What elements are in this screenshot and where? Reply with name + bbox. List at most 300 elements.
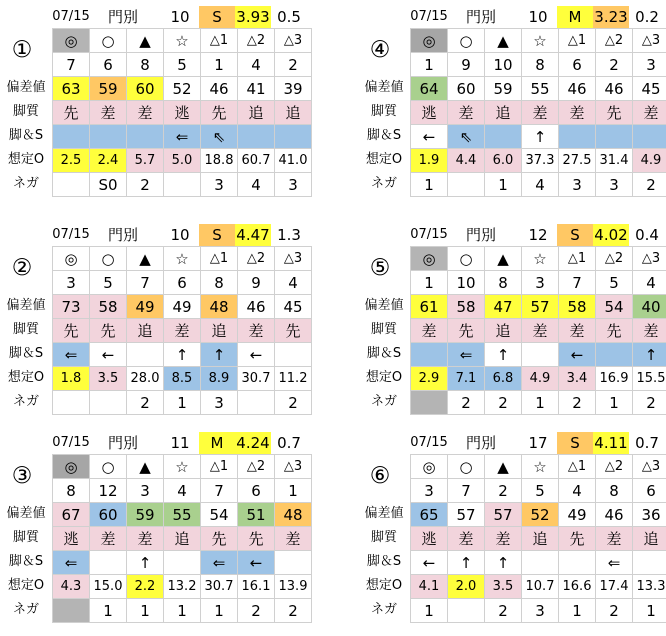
running-style-cell: 差: [633, 101, 666, 125]
nega-row: [53, 173, 312, 197]
odds-cell: 6.0: [485, 149, 522, 173]
mark-cell: △2: [238, 455, 275, 479]
number-cell: 6: [238, 479, 275, 503]
deviation-cell: 67: [53, 503, 90, 527]
arrow-cell: ⇐: [596, 551, 633, 575]
running-style-cell: 先: [201, 527, 238, 551]
mark-cell: ◎: [53, 455, 90, 479]
prediction-grid: [52, 454, 312, 623]
row-label: 脚質: [370, 530, 397, 545]
header-grade: S: [557, 224, 593, 246]
running-style-cell: 追: [633, 527, 666, 551]
odds-cell: 30.7: [238, 367, 275, 391]
running-style-cell: 差: [411, 319, 448, 343]
row-label: 脚＆S: [8, 128, 44, 143]
header-race-number: 11: [170, 434, 190, 452]
odds-cell: 16.1: [238, 575, 275, 599]
odds-cell: 7.1: [448, 367, 485, 391]
odds-row: [411, 149, 666, 173]
header-date: 07/15: [52, 227, 90, 242]
deviation-row: [53, 77, 312, 101]
header-value: 4.47: [236, 226, 270, 244]
number-cell: 1: [411, 53, 448, 77]
arrow-cell: [596, 125, 633, 149]
arrow-cell: ↑: [164, 343, 201, 367]
number-cell: 7: [201, 479, 238, 503]
mark-cell: ◎: [411, 29, 448, 53]
odds-row: [53, 149, 312, 173]
row-label: 想定O: [7, 152, 45, 167]
header-race-number: 10: [170, 8, 190, 26]
nega-cell: 1: [90, 599, 127, 623]
odds-cell: 10.7: [522, 575, 559, 599]
running-style-row: [411, 101, 666, 125]
mark-cell: ○: [90, 247, 127, 271]
odds-cell: 4.3: [53, 575, 90, 599]
header-grade: M: [557, 6, 593, 28]
arrow-cell: ←: [411, 551, 448, 575]
deviation-cell: 61: [411, 295, 448, 319]
number-cell: 7: [448, 479, 485, 503]
arrow-cell: [485, 125, 522, 149]
header-diff: 0.2: [635, 8, 659, 26]
running-style-cell: 追: [485, 101, 522, 125]
deviation-cell: 40: [633, 295, 666, 319]
number-cell: 3: [411, 479, 448, 503]
row-label: 想定O: [365, 578, 403, 593]
number-cell: 9: [238, 271, 275, 295]
running-style-cell: 先: [201, 101, 238, 125]
arrow-cell: [53, 125, 90, 149]
running-style-cell: 先: [559, 527, 596, 551]
deviation-cell: 46: [596, 503, 633, 527]
arrow-cell: [559, 551, 596, 575]
mark-row: [411, 247, 666, 271]
mark-cell: ▲: [485, 455, 522, 479]
arrow-row: [53, 343, 312, 367]
number-cell: 5: [522, 479, 559, 503]
row-label: 脚質: [12, 322, 39, 337]
odds-cell: 3.5: [485, 575, 522, 599]
number-cell: 8: [522, 53, 559, 77]
arrow-cell: [559, 125, 596, 149]
running-style-cell: 差: [164, 319, 201, 343]
race-header: [358, 6, 665, 28]
number-row: [411, 53, 666, 77]
race-header: [0, 432, 307, 454]
nega-cell: 1: [559, 599, 596, 623]
mark-row: [411, 29, 666, 53]
nega-cell: [448, 599, 485, 623]
nega-row: [411, 599, 666, 623]
number-cell: 8: [53, 479, 90, 503]
deviation-cell: 49: [559, 503, 596, 527]
deviation-cell: 64: [411, 77, 448, 101]
race-panel: [358, 432, 665, 628]
running-style-cell: 差: [90, 527, 127, 551]
arrow-cell: [522, 343, 559, 367]
header-grade: S: [199, 6, 235, 28]
header-date: 07/15: [410, 9, 448, 24]
nega-cell: 3: [522, 599, 559, 623]
nega-cell: 2: [485, 599, 522, 623]
deviation-cell: 52: [522, 503, 559, 527]
arrow-cell: ⇐: [53, 343, 90, 367]
header-class-label: 門別: [107, 8, 138, 26]
nega-cell: 2: [127, 173, 164, 197]
row-label: 脚＆S: [8, 346, 44, 361]
number-row: [53, 271, 312, 295]
number-cell: 7: [559, 271, 596, 295]
arrow-cell: ↑: [127, 551, 164, 575]
number-cell: 8: [596, 479, 633, 503]
arrow-cell: ⇐: [53, 551, 90, 575]
number-cell: 8: [485, 271, 522, 295]
number-row: [411, 271, 666, 295]
row-label: ネガ: [12, 394, 39, 409]
odds-cell: 16.6: [559, 575, 596, 599]
deviation-cell: 41: [238, 77, 275, 101]
odds-cell: 15.0: [90, 575, 127, 599]
mark-cell: ▲: [485, 247, 522, 271]
arrow-cell: [411, 343, 448, 367]
running-style-cell: 先: [275, 319, 312, 343]
mark-cell: ◎: [53, 29, 90, 53]
race-panel: [358, 6, 665, 202]
odds-cell: 11.2: [275, 367, 312, 391]
header-diff: 1.3: [277, 226, 301, 244]
header-date: 07/15: [52, 435, 90, 450]
deviation-cell: 45: [633, 77, 666, 101]
number-cell: 4: [633, 271, 666, 295]
mark-cell: ○: [448, 247, 485, 271]
nega-row: [411, 391, 666, 415]
deviation-cell: 46: [596, 77, 633, 101]
arrow-cell: ←: [238, 343, 275, 367]
header-diff: 0.4: [635, 226, 659, 244]
nega-cell: 1: [201, 599, 238, 623]
nega-cell: [164, 173, 201, 197]
row-label: ネガ: [12, 602, 39, 617]
odds-cell: 8.9: [201, 367, 238, 391]
nega-cell: 2: [485, 391, 522, 415]
race-index: ⑤: [369, 255, 391, 281]
number-cell: 3: [53, 271, 90, 295]
row-label: 偏差値: [364, 506, 404, 521]
deviation-cell: 54: [596, 295, 633, 319]
deviation-cell: 58: [448, 295, 485, 319]
odds-cell: 31.4: [596, 149, 633, 173]
header-date: 07/15: [410, 435, 448, 450]
deviation-cell: 54: [201, 503, 238, 527]
nega-cell: 1: [164, 391, 201, 415]
nega-cell: 2: [127, 391, 164, 415]
number-cell: 7: [127, 271, 164, 295]
mark-cell: △1: [201, 247, 238, 271]
mark-cell: △3: [275, 455, 312, 479]
deviation-cell: 55: [164, 503, 201, 527]
number-cell: 5: [596, 271, 633, 295]
odds-cell: 18.8: [201, 149, 238, 173]
number-row: [53, 479, 312, 503]
arrow-cell: [238, 125, 275, 149]
mark-cell: ▲: [127, 455, 164, 479]
race-panel: [0, 6, 307, 202]
race-index: ②: [11, 255, 33, 281]
deviation-cell: 49: [164, 295, 201, 319]
header-date: 07/15: [410, 227, 448, 242]
deviation-cell: 55: [522, 77, 559, 101]
nega-cell: 2: [596, 599, 633, 623]
odds-cell: 1.8: [53, 367, 90, 391]
odds-cell: 6.8: [485, 367, 522, 391]
prediction-grid: [52, 28, 312, 197]
running-style-row: [53, 101, 312, 125]
number-row: [411, 479, 666, 503]
nega-cell: 1: [411, 599, 448, 623]
deviation-cell: 63: [53, 77, 90, 101]
row-label: 脚質: [370, 104, 397, 119]
header-race-number: 10: [528, 8, 548, 26]
deviation-cell: 59: [127, 503, 164, 527]
mark-cell: △2: [238, 247, 275, 271]
header-grade: S: [557, 432, 593, 454]
mark-row: [53, 247, 312, 271]
number-cell: 3: [127, 479, 164, 503]
arrow-row: [411, 551, 666, 575]
mark-cell: ▲: [127, 29, 164, 53]
row-label: 想定O: [7, 578, 45, 593]
arrow-row: [411, 125, 666, 149]
number-cell: 10: [448, 271, 485, 295]
odds-cell: 27.5: [559, 149, 596, 173]
odds-row: [53, 367, 312, 391]
odds-cell: 4.1: [411, 575, 448, 599]
header-diff: 0.7: [635, 434, 659, 452]
number-cell: 6: [164, 271, 201, 295]
running-style-cell: 差: [633, 319, 666, 343]
number-cell: 5: [164, 53, 201, 77]
header-class-label: 門別: [465, 434, 496, 452]
nega-cell: [90, 391, 127, 415]
number-cell: 7: [53, 53, 90, 77]
odds-cell: 13.2: [164, 575, 201, 599]
number-cell: 6: [633, 479, 666, 503]
odds-cell: 37.3: [522, 149, 559, 173]
number-cell: 6: [90, 53, 127, 77]
number-cell: 2: [275, 53, 312, 77]
arrow-cell: ←: [559, 343, 596, 367]
header-race-number: 12: [528, 226, 548, 244]
row-label: 偏差値: [6, 298, 46, 313]
race-index: ①: [11, 37, 33, 63]
running-style-cell: 追: [127, 319, 164, 343]
arrow-cell: [275, 125, 312, 149]
deviation-cell: 57: [522, 295, 559, 319]
number-cell: 1: [201, 53, 238, 77]
mark-cell: △3: [275, 29, 312, 53]
row-label: 偏差値: [6, 80, 46, 95]
odds-cell: 30.7: [201, 575, 238, 599]
deviation-cell: 46: [238, 295, 275, 319]
deviation-cell: 58: [559, 295, 596, 319]
mark-cell: △3: [633, 29, 666, 53]
nega-cell: 2: [633, 391, 666, 415]
number-cell: 2: [485, 479, 522, 503]
nega-cell: 1: [522, 391, 559, 415]
mark-row: [53, 29, 312, 53]
header-value: 4.24: [236, 434, 270, 452]
arrow-cell: [633, 551, 666, 575]
mark-cell: △3: [275, 247, 312, 271]
header-diff: 0.5: [277, 8, 301, 26]
odds-cell: 13.9: [275, 575, 312, 599]
nega-cell: 2: [238, 599, 275, 623]
number-cell: 9: [448, 53, 485, 77]
arrow-cell: [633, 125, 666, 149]
nega-cell: 1: [596, 391, 633, 415]
odds-cell: 60.7: [238, 149, 275, 173]
running-style-row: [411, 527, 666, 551]
nega-cell: 2: [275, 599, 312, 623]
running-style-cell: 差: [448, 101, 485, 125]
mark-cell: △2: [596, 247, 633, 271]
number-cell: 4: [164, 479, 201, 503]
row-label: 脚＆S: [366, 346, 402, 361]
arrow-cell: [127, 343, 164, 367]
header-class-label: 門別: [465, 8, 496, 26]
deviation-cell: 52: [164, 77, 201, 101]
header-grade: M: [199, 432, 235, 454]
running-style-cell: 差: [596, 527, 633, 551]
running-style-cell: 差: [448, 527, 485, 551]
running-style-cell: 逃: [411, 527, 448, 551]
row-label: 脚＆S: [366, 554, 402, 569]
nega-row: [411, 173, 666, 197]
mark-cell: △1: [559, 247, 596, 271]
odds-cell: 2.0: [448, 575, 485, 599]
number-cell: 8: [201, 271, 238, 295]
arrow-cell: [90, 125, 127, 149]
running-style-row: [411, 319, 666, 343]
nega-cell: 1: [485, 173, 522, 197]
running-style-row: [53, 527, 312, 551]
arrow-cell: ⇐: [201, 551, 238, 575]
arrow-cell: ⇐: [448, 343, 485, 367]
deviation-cell: 36: [633, 503, 666, 527]
running-style-cell: 逃: [164, 101, 201, 125]
header-race-number: 10: [170, 226, 190, 244]
running-style-cell: 差: [90, 101, 127, 125]
nega-cell: S0: [90, 173, 127, 197]
mark-cell: ○: [448, 455, 485, 479]
odds-row: [53, 575, 312, 599]
nega-cell: 1: [633, 599, 666, 623]
header-value: 3.23: [594, 8, 628, 26]
mark-row: [411, 455, 666, 479]
mark-cell: △1: [559, 29, 596, 53]
number-cell: 3: [522, 271, 559, 295]
odds-cell: 4.9: [633, 149, 666, 173]
arrow-row: [53, 551, 312, 575]
running-style-cell: 差: [522, 101, 559, 125]
header-class-label: 門別: [465, 226, 496, 244]
running-style-cell: 逃: [53, 527, 90, 551]
running-style-cell: 差: [559, 319, 596, 343]
nega-cell: 3: [201, 391, 238, 415]
mark-cell: ◎: [411, 247, 448, 271]
arrow-cell: ⇐: [164, 125, 201, 149]
deviation-cell: 59: [485, 77, 522, 101]
row-label: 脚質: [12, 104, 39, 119]
deviation-cell: 73: [53, 295, 90, 319]
deviation-cell: 51: [238, 503, 275, 527]
race-header: [0, 6, 307, 28]
nega-cell: [238, 391, 275, 415]
mark-cell: ☆: [522, 247, 559, 271]
nega-cell: 3: [559, 173, 596, 197]
header-value: 4.02: [594, 226, 628, 244]
arrow-cell: ↑: [485, 551, 522, 575]
mark-cell: ☆: [164, 455, 201, 479]
running-style-cell: 先: [596, 101, 633, 125]
running-style-cell: 差: [238, 319, 275, 343]
odds-cell: 2.2: [127, 575, 164, 599]
deviation-cell: 45: [275, 295, 312, 319]
odds-cell: 41.0: [275, 149, 312, 173]
deviation-row: [411, 295, 666, 319]
deviation-cell: 65: [411, 503, 448, 527]
odds-cell: 2.9: [411, 367, 448, 391]
running-style-cell: 先: [448, 319, 485, 343]
odds-cell: 3.5: [90, 367, 127, 391]
row-label: ネガ: [12, 176, 39, 191]
deviation-cell: 57: [485, 503, 522, 527]
header-class-label: 門別: [107, 226, 138, 244]
number-cell: 10: [485, 53, 522, 77]
header-diff: 0.7: [277, 434, 301, 452]
arrow-cell: ↑: [201, 343, 238, 367]
deviation-cell: 46: [201, 77, 238, 101]
running-style-cell: 先: [53, 101, 90, 125]
mark-cell: △2: [596, 455, 633, 479]
deviation-cell: 49: [127, 295, 164, 319]
running-style-cell: 差: [485, 527, 522, 551]
nega-cell: 4: [238, 173, 275, 197]
row-label: 偏差値: [364, 298, 404, 313]
mark-cell: ○: [448, 29, 485, 53]
mark-cell: △1: [201, 29, 238, 53]
nega-cell: 3: [201, 173, 238, 197]
running-style-cell: 先: [238, 527, 275, 551]
number-cell: 3: [633, 53, 666, 77]
row-label: ネガ: [370, 176, 397, 191]
number-cell: 4: [559, 479, 596, 503]
prediction-grid: [52, 246, 312, 415]
number-cell: 5: [90, 271, 127, 295]
row-label: 脚＆S: [8, 554, 44, 569]
odds-cell: 5.7: [127, 149, 164, 173]
odds-row: [411, 575, 666, 599]
deviation-cell: 39: [275, 77, 312, 101]
race-header: [358, 224, 665, 246]
mark-cell: ☆: [164, 247, 201, 271]
nega-row: [53, 391, 312, 415]
nega-cell: 1: [411, 173, 448, 197]
running-style-cell: 先: [90, 319, 127, 343]
running-style-cell: 差: [559, 101, 596, 125]
running-style-cell: 追: [201, 319, 238, 343]
